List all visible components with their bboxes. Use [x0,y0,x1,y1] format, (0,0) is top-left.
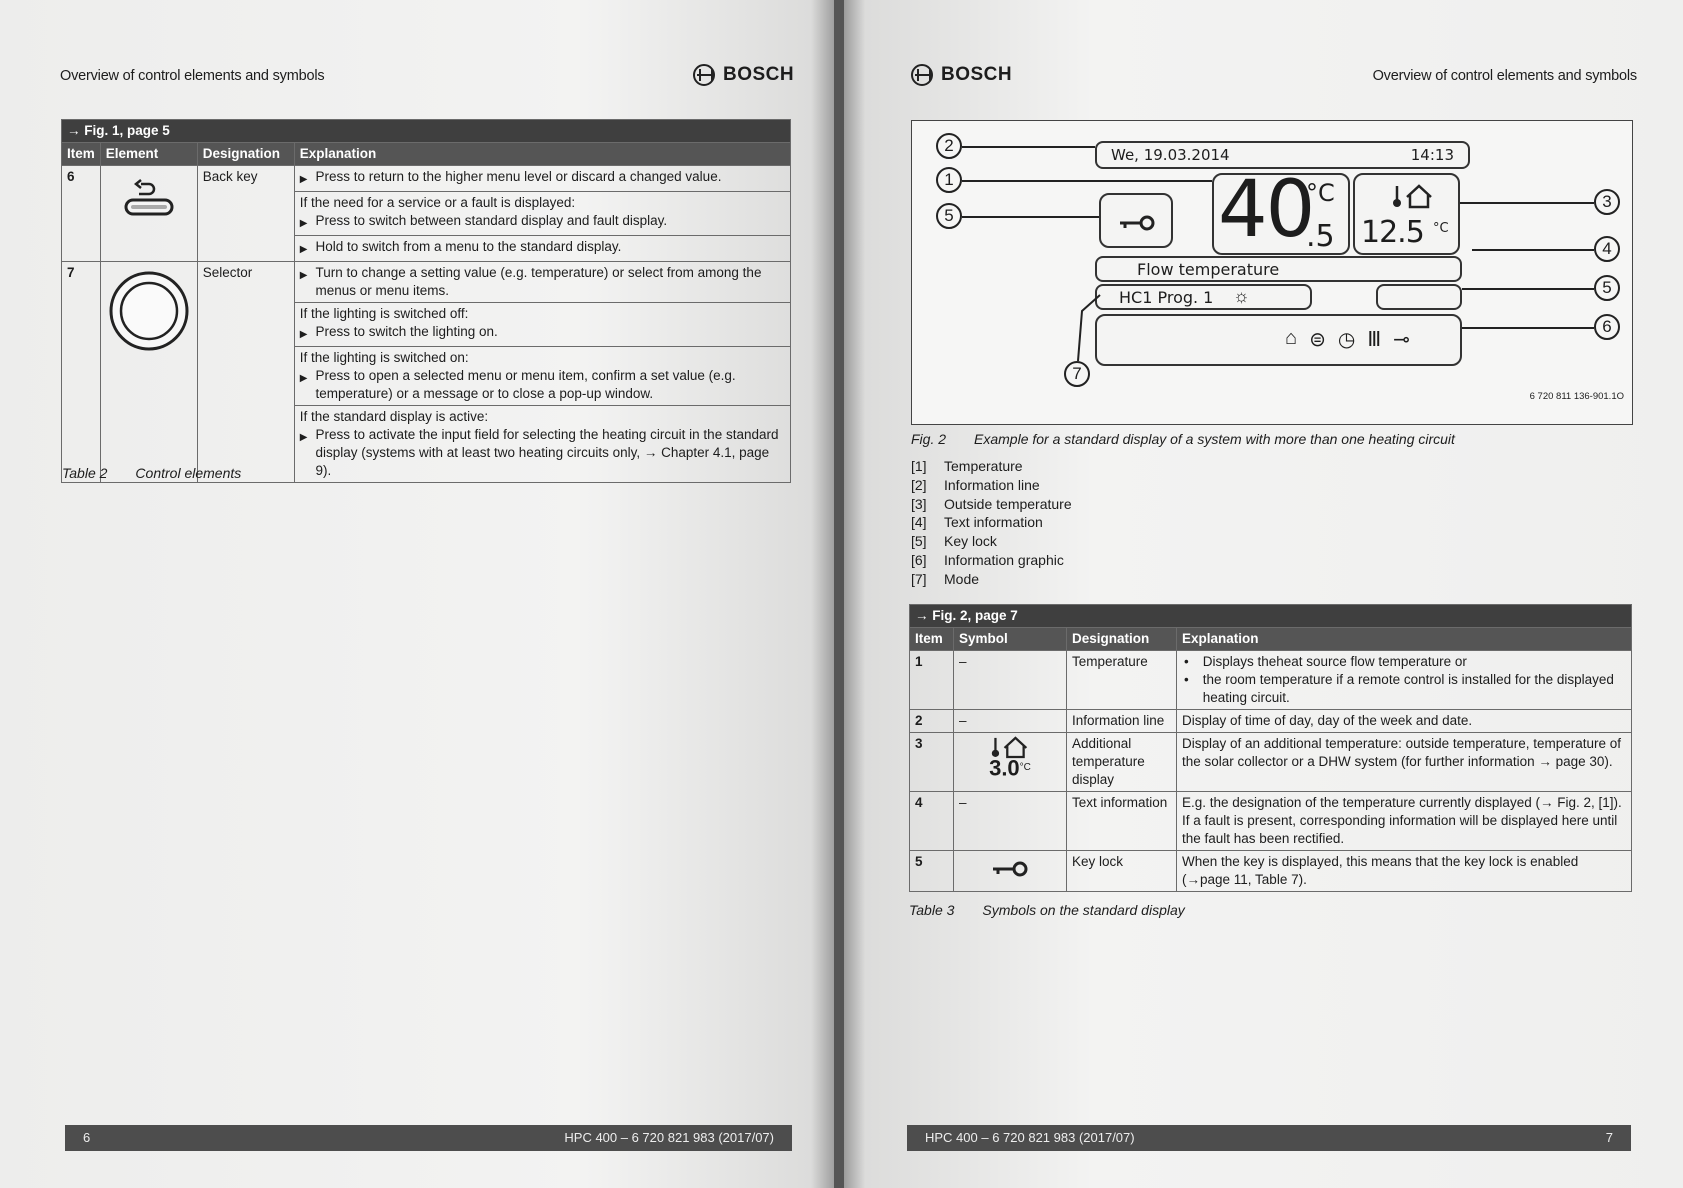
table-row [910,851,1632,892]
table3-row4-explanation: E.g. the designation of the temperature currently displayed (→ Fig. 2, [1]). If a fault is present, corresponding information will be displayed here until the fault has been rectified. [1177,792,1632,851]
right-page-number: 7 [1605,1130,1613,1145]
table3-row5-designation: Key lock [1067,851,1177,892]
callout-1: 1 [936,167,962,193]
table2-header-designation: Designation [197,143,294,166]
table2-row6-item: 6 [62,166,101,262]
row6-bullet-2: Press to switch between standard display and fault display. [315,213,668,228]
table3-row2-item: 2 [910,710,954,733]
lcd-information-graphic [1095,314,1462,366]
table2-caption [62,465,241,481]
figure2-caption-label: Fig. 2 [911,431,947,447]
back-key-icon [119,174,179,224]
legend-item: [7] Mode [911,570,980,587]
table2-ref: → Fig. 1, page 5 [62,120,791,143]
leader-line-6 [1462,327,1594,329]
table3-header-item: Item [910,628,954,651]
table3-row3-item: 3 [910,733,954,792]
table3-row5-item: 5 [910,851,954,892]
row6-bullet-1: Press to return to the higher menu level or discard a changed value. [315,169,722,184]
lcd-temp-unit: °C [1306,179,1335,207]
callout-5-left: 5 [936,203,962,229]
table3-row3-explanation: Display of an additional temperature: outside temperature, temperature of the solar collector or a DHW system (for further information → page 30). [1177,733,1632,792]
table3-header-designation: Designation [1067,628,1177,651]
table-row [62,166,791,262]
standard-display-figure [911,120,1633,425]
selector-knob-icon [106,268,192,354]
lcd-text-information [1095,256,1462,282]
table-control-elements [61,119,791,483]
pump-icon: ⊜ [1309,329,1326,351]
left-running-head: Overview of control elements and symbols [60,68,325,84]
table2-row6-explanation: ▶ Press to return to the higher menu level or discard a changed value. If the need for a service or a fault is displayed: ▶ Press to switch between standard display and fault display. ▶ Hold to switch from a menu to the standard display. [294,166,790,262]
left-bosch-logo [693,64,794,86]
tap-icon: ⊸ [1393,329,1410,351]
bosch-armature-icon [693,64,715,86]
table3-row3-symbol [954,733,1067,792]
right-brand-text: BOSCH [941,64,1013,85]
lcd-temperature [1212,165,1350,255]
table3-row4-designation: Text information [1067,792,1177,851]
book-gutter [834,0,844,1188]
table3-row2-symbol: – [954,710,1067,733]
table3-ref: → Fig. 2, page 7 [910,605,1632,628]
table3-row5-explanation: When the key is displayed, this means that the key lock is enabled (→page 11, Table 7). [1177,851,1632,892]
legend-item: [3] Outside temperature [911,495,1072,512]
left-footer [65,1125,792,1151]
key-icon [988,859,1032,879]
lcd-time: 14:13 [1410,146,1454,164]
table3-caption-text: Symbols on the standard display [982,902,1185,918]
lcd-outside-temperature [1353,173,1460,255]
right-footer [907,1125,1631,1151]
row7-bullet-3: Press to open a selected menu or menu item, confirm a set value (e.g. temperature) or a message or to close a pop-up window. [315,368,736,401]
lcd-mode-secondary [1376,284,1462,310]
callout-7: 7 [1064,361,1090,387]
row6-intro-2: If the need for a service or a fault is displayed: [299,195,576,210]
lcd-temp-main: 40 [1218,165,1314,255]
right-footer-doc: HPC 400 – 6 720 821 983 (2017/07) [925,1130,1135,1145]
figure-code: 6 720 811 136-901.1O [1529,391,1624,402]
table2-caption-label: Table 2 [62,465,108,481]
table3-header-explanation: Explanation [1177,628,1632,651]
leader-line-7 [1062,291,1102,363]
table3-caption-label: Table 3 [909,902,955,918]
table2-header-item: Item [62,143,101,166]
table3-row4-item: 4 [910,792,954,851]
leader-line-5-left [962,216,1099,218]
lcd-date: We, 19.03.2014 [1111,146,1230,164]
row7-intro-2: If the lighting is switched off: [299,306,469,321]
thermometer-house-icon [1391,183,1435,209]
leader-line-2 [962,146,1095,148]
left-footer-doc: HPC 400 – 6 720 821 983 (2017/07) [564,1130,774,1145]
left-page-number: 6 [83,1130,91,1145]
table-row [910,733,1632,792]
table2-row7-item: 7 [62,262,101,483]
table-row [62,262,791,483]
lcd-outside-temp: 12.5 [1361,215,1424,250]
row7-intro-4: If the standard display is active: [299,409,489,424]
table3-row1-symbol: – [954,651,1067,710]
legend-item: [5] Key lock [911,533,997,550]
table2-row6-designation: Back key [197,166,294,262]
table-row [910,792,1632,851]
table3-row3-symbol-unit: °C [1019,762,1031,773]
row7-intro-3: If the lighting is switched on: [299,350,469,365]
table3-row1-designation: Temperature [1067,651,1177,710]
right-bosch-logo [911,64,1012,86]
callout-2: 2 [936,133,962,159]
table-row [910,651,1632,710]
lcd-key-lock [1099,193,1173,248]
table3-row1-bullet-1: Displays theheat source flow temperature or [1202,654,1467,669]
table3-row3-designation: Additional temperature display [1067,733,1177,792]
table2-header-explanation: Explanation [294,143,790,166]
left-brand-text: BOSCH [723,64,795,85]
callout-6: 6 [1594,314,1620,340]
legend-item: [1] Temperature [911,458,1023,474]
callout-5-right: 5 [1594,275,1620,301]
table3-row3-symbol-value: 3.0 [989,755,1020,781]
table3-row2-designation: Information line [1067,710,1177,733]
row7-bullet-2: Press to switch the lighting on. [315,324,498,339]
figure2-caption-text: Example for a standard display of a system with more than one heating circuit [974,431,1455,447]
lcd-mode-text: HC1 Prog. 1 [1119,288,1214,307]
legend-item: [6] Information graphic [911,551,1064,568]
lcd-mode [1095,284,1312,310]
leader-line-1 [962,180,1212,182]
table3-row1-item: 1 [910,651,954,710]
leader-line-3 [1460,202,1594,204]
leader-line-4 [1472,249,1594,251]
key-icon [1117,213,1157,233]
table2-row7-explanation: ▶ Turn to change a setting value (e.g. temperature) or select from among the menus or menu items. If the lighting is switched off: ▶ Press to switch the lighting on. If the lighting is switched on: ▶ Press to open a selected menu or menu item, confirm a set value (e.g. temperature) or a message or to close a pop-up window. If the standard display is active: ▶ Press to activate the input field for selecting the heating circuit in the standard display (systems with at least two heating circuits only, → Chapter 4.1, page 9). [294,262,790,483]
lcd-text-info: Flow temperature [1137,260,1280,279]
solar-house-icon: ⌂ [1285,327,1298,349]
row6-bullet-3: Hold to switch from a menu to the standard display. [315,239,622,254]
lcd-temp-decimal: .5 [1306,219,1335,254]
table2-header-element: Element [100,143,197,166]
lcd-outside-unit: °C [1433,221,1449,236]
table3-row5-symbol [954,851,1067,892]
table2-row7-element [100,262,197,483]
figure2-caption [911,431,1455,447]
right-running-head: Overview of control elements and symbols [1372,68,1637,84]
clock-icon: ◷ [1337,329,1356,351]
table-row [910,710,1632,733]
callout-4: 4 [1594,236,1620,262]
table-standard-display-symbols [909,604,1632,892]
radiator-icon: Ⅲ [1367,329,1382,351]
row7-bullet-4: Press to activate the input field for selecting the heating circuit in the standard display (systems with at least two heating circuits only, → Chapter 4.1, page 9). [315,427,779,478]
table3-row2-explanation: Display of time of day, day of the week and date. [1177,710,1632,733]
table2-row6-element [100,166,197,262]
sun-icon: ☼ [1233,286,1250,306]
table3-row4-symbol: – [954,792,1067,851]
table2-caption-text: Control elements [135,465,242,481]
table3-row1-explanation: • Displays theheat source flow temperature or • the room temperature if a remote control is installed for the displayed heating circuit. [1177,651,1632,710]
legend-item: [4] Text information [911,514,1043,531]
table3-caption [909,902,1185,918]
leader-line-5-right [1462,288,1594,290]
table3-header-symbol: Symbol [954,628,1067,651]
row7-bullet-1: Turn to change a setting value (e.g. temperature) or select from among the menus or menu items. [315,265,762,298]
legend-item: [2] Information line [911,476,1040,493]
callout-3: 3 [1594,189,1620,215]
table3-row1-bullet-2: the room temperature if a remote control is installed for the displayed heating circuit. [1202,672,1614,705]
figure2-legend [911,457,1072,589]
bosch-armature-icon [911,64,933,86]
table2-row7-designation: Selector [197,262,294,483]
